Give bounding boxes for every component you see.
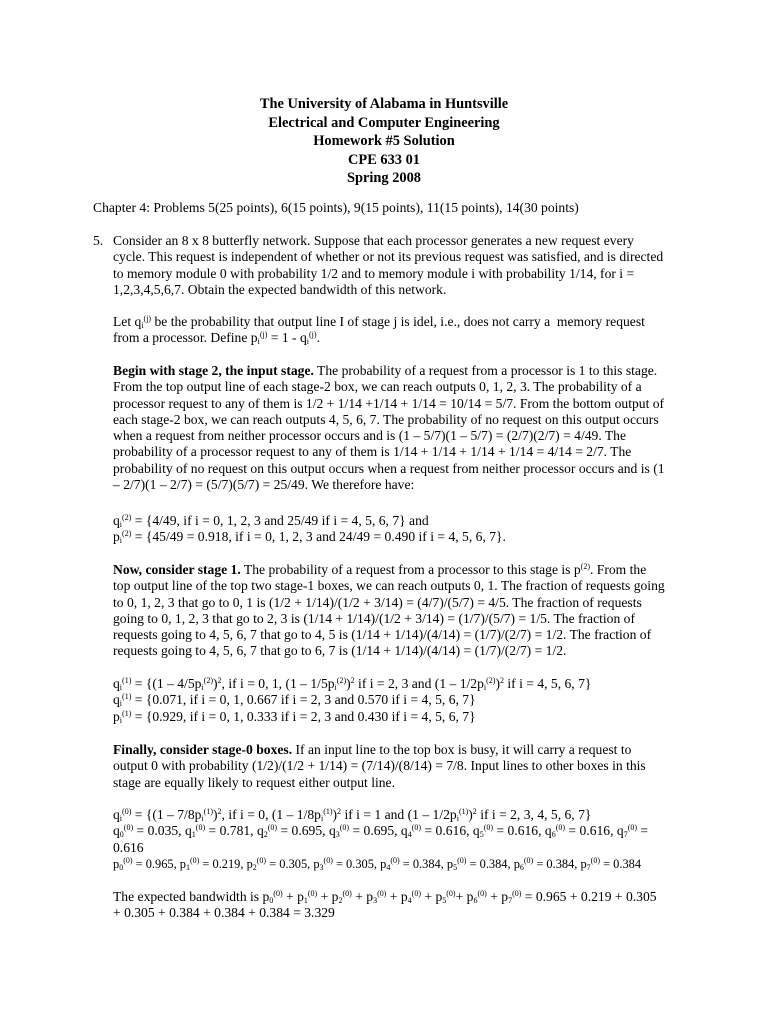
paragraph-line: to 0, 1, 2, 3 that go to 0, 1 is (1/2 + 1/14)/(1/2 + 3/14) = (4/7)/(5/7) = 4/5. The fraction of requests	[113, 594, 642, 610]
university-name: The University of Alabama in Huntsville	[259, 96, 509, 112]
q-values: $q_0^{(0)} = 0.035$, $q_1^{(0)} = 0.781$, $q_2^{(0)} = 0.695$, $q_3^{(0)} = 0.695$, $q_4^{(0)} = 0.616$, $q_5^{(0)} = 0.616$, $q_6^{(0)} = 0.616$, $q_7^{(0)}$ =	[113, 823, 649, 840]
statement-line: to memory module 0 with probability 1/2 and to memory module i with probability 1/14, for i =	[113, 265, 635, 281]
department-name: Electrical and Computer Engineering	[268, 114, 500, 131]
paragraph-line: going to 0, 1, 2, 3 that go to 2, 3 is (1/14 + 1/14)/(1/2 + 3/14) = (1/7)/(5/7) = 1/5. The fraction of	[113, 610, 635, 626]
paragraph-line: requests going to 4, 5, 6, 7 that go to 6, 7 is (1/14 + 1/14)/(4/14) = (1/7)/(2/7) = 1/2.	[113, 643, 567, 659]
paragraph-line: stage are equally likely to request either output line.	[113, 774, 395, 790]
paragraph-line: top output line of the top two stage-1 boxes, we can reach outputs 0, 1. The fraction of requests going	[113, 578, 665, 594]
paragraph-line: when a request from neither processor occurs and is (1 – 5/7)(1 – 5/7) = (2/7)(2/7) = 4/49. The	[113, 428, 627, 444]
q-formula: $q_i^{(0)} = \{(1 - 7/8p_i^{(1)})^2$, if i = 0, $(1 - 1/8p_i^{(1)})^2$ if i = 1 and $(1 - 1/2p_i^{(1)})^2$ if i = 2, 3, 4, 5, 6, 7}	[113, 807, 592, 823]
paragraph-line: output 0 with probability (1/2)/(1/2 + 1/14) = (7/14)/(8/14) = 7/8. Input lines to other boxes in this	[113, 758, 646, 774]
term: Spring 2008	[347, 170, 421, 187]
course-code: CPE 633 01	[348, 151, 420, 168]
paragraph-line: probability of no request on this output occurs when a request from neither processor occurs and is (1	[113, 460, 665, 476]
q-equation: $q_i^{(2)} = \{4/49$, if i = 0, 1, 2, 3 and 25/49 if i = 4, 5, 6, 7} and	[113, 513, 429, 529]
problem-statement	[113, 233, 663, 298]
statement-line: 1,2,3,4,5,6,7. Obtain the expected bandwidth of this network.	[113, 281, 447, 297]
statement-line: Consider an 8 x 8 butterfly network. Suppose that each processor generates a new request every	[113, 233, 634, 248]
p-equation: $p_i^{(2)} = \{45/49 = 0.918$, if i = 0, 1, 2, 3 and 24/49 = 0.490 if i = 4, 5, 6, 7}.	[113, 529, 506, 546]
p-values: $p_0^{(0)} = 0.965$, $p_1^{(0)} = 0.219$, $p_2^{(0)} = 0.305$, $p_3^{(0)} = 0.305$, $p_4^{(0)} = 0.384$, $p_5^{(0)} = 0.384$, $p_6^{(0)} = 0.384$, $p_7^{(0)} = 0.384$	[113, 855, 642, 872]
paragraph-line: From the top output line of each stage-2 box, we can reach outputs 0, 1, 2, 3. The probability of a	[113, 379, 642, 395]
stage1-heading: Now, consider stage 1.	[113, 562, 241, 577]
stage0-equations	[113, 807, 648, 872]
problem-number: 5.	[93, 233, 104, 248]
document-header	[0, 95, 768, 188]
stage1-paragraph: Now, consider stage 1. The probability of a request from a processor to this stage is $p^{(2)}$. From the top output line of the top two stage-1 boxes, we can reach outputs 0, 1. The fraction of requests going to 0, 1, 2, 3 that go to 0, 1 is (1/2 + 1/14)/(1/2 + 3/14) = (4/7)/(5/7) = 4/5. The fraction of requests going to 0, 1, 2, 3 that go to 2, 3 is (1/14 + 1/14)/(1/2 + 3/14) = (1/7)/(5/7) = 1/5. The fraction of requests going to 4, 5, 6, 7 that go to 4, 5 is (1/14 + 1/14)/(4/14) = (1/7)/(2/7) = 1/2. The fraction of requests going to 4, 5, 6, 7 that go to 6, 7 is (1/14 + 1/14)/(4/14) = (1/7)/(2/7) = 1/2.	[113, 562, 665, 659]
bandwidth-line: + 0.305 + 0.384 + 0.384 + 0.384 = 3.329	[113, 905, 335, 921]
definition-paragraph: Let $q_i^{(j)}$ be the probability that output line I of stage j is idel, i.e., does not carry a memory request from a processor. Define $p_i^{(j)} = 1 - q_i^{(j)}$.	[113, 314, 645, 347]
q-formula: $q_i^{(1)} = \{(1 - 4/5p_i^{(2)})^2$, if i = 0, 1, $(1 - 1/5p_i^{(2)})^2$ if i = 2, 3 and $(1 - 1/2p_i^{(2)})^2$ if i = 4, 5, 6, 7}	[113, 676, 592, 692]
bandwidth-result: The expected bandwidth is $p_0^{(0)} + p_1^{(0)} + p_2^{(0)} + p_3^{(0)} + p_4^{(0)} + p_5^{(0)}+ p_6^{(0)} + p_7^{(0)} = 0.965 + 0.219 + 0.305$ + 0.305 + 0.384 + 0.384 + 0.384 = 3.329	[113, 889, 657, 921]
paragraph-line: probability of a processor request to any of them is 1/14 + 1/14 + 1/14 + 1/14 = 4/14 = 2/7. The	[113, 444, 632, 460]
stage1-equations	[113, 676, 591, 725]
paragraph-line: requests going to 4, 5, 6, 7 that go to 4, 5 is (1/14 + 1/14)/(4/14) = (1/7)/(2/7) = 1/2. The fraction of	[113, 627, 652, 643]
statement-line: cycle. This request is independent of whether or not its previous request was satisfied, and is directed	[113, 249, 664, 265]
q-values-cont: 0.616	[113, 839, 144, 855]
p-values: $p_i^{(1)} = \{0.929$, if i = 0, 1, 0.333 if i = 2, 3 and 0.430 if i = 4, 5, 6, 7}	[113, 708, 476, 725]
paragraph-line: processor request to any of them is 1/2 + 1/14 +1/14 + 1/14 = 10/14 = 5/7. From the bottom output of	[113, 395, 665, 411]
q-values: $q_i^{(1)} = \{0.071$, if i = 0, 1, 0.667 if i = 2, 3 and 0.570 if i = 4, 5, 6, 7}	[113, 692, 476, 709]
stage2-heading: Begin with stage 2, the input stage.	[113, 363, 314, 378]
document-title: Homework #5 Solution	[313, 133, 455, 150]
stage0-paragraph: Finally, consider stage-0 boxes. If an input line to the top box is busy, it will carry a request to output 0 with probability (1/2)/(1/2 + 1/14) = (7/14)/(8/14) = 7/8. Input lines to other boxes in this stage are equally likely to request either output line.	[113, 742, 646, 790]
paragraph-line: each stage-2 box, we can reach outputs 4, 5, 6, 7. The probability of no request on this output occurs	[113, 411, 659, 427]
stage0-heading: Finally, consider stage-0 boxes.	[113, 742, 293, 757]
definition-line: from a processor. Define p	[113, 330, 258, 346]
chapter-intro: Chapter 4: Problems 5(25 points), 6(15 points), 9(15 points), 11(15 points), 14(30 points)	[93, 200, 579, 215]
paragraph-line: – 2/7)(1 – 2/7) = (5/7)(5/7) = 25/49. We therefore have:	[113, 477, 415, 493]
stage2-equations	[113, 513, 506, 546]
stage2-paragraph: Begin with stage 2, the input stage. The probability of a request from a processor is 1 to this stage. From the top output line of each stage-2 box, we can reach outputs 0, 1, 2, 3. The probability of a processor request to any of them is 1/2 + 1/14 +1/14 + 1/14 = 10/14 = 5/7. From the bottom output of each stage-2 box, we can reach outputs 4, 5, 6, 7. The probability of no request on this output occurs when a request from neither processor occurs and is (1 – 5/7)(1 – 5/7) = (2/7)(2/7) = 4/49. The probability of a processor request to any of them is 1/14 + 1/14 + 1/14 + 1/14 = 4/14 = 2/7. The probability of no request on this output occurs when a request from neither processor occurs and is (1 – 2/7)(1 – 2/7) = (5/7)(5/7) = 25/49. We therefore have:	[113, 363, 665, 493]
